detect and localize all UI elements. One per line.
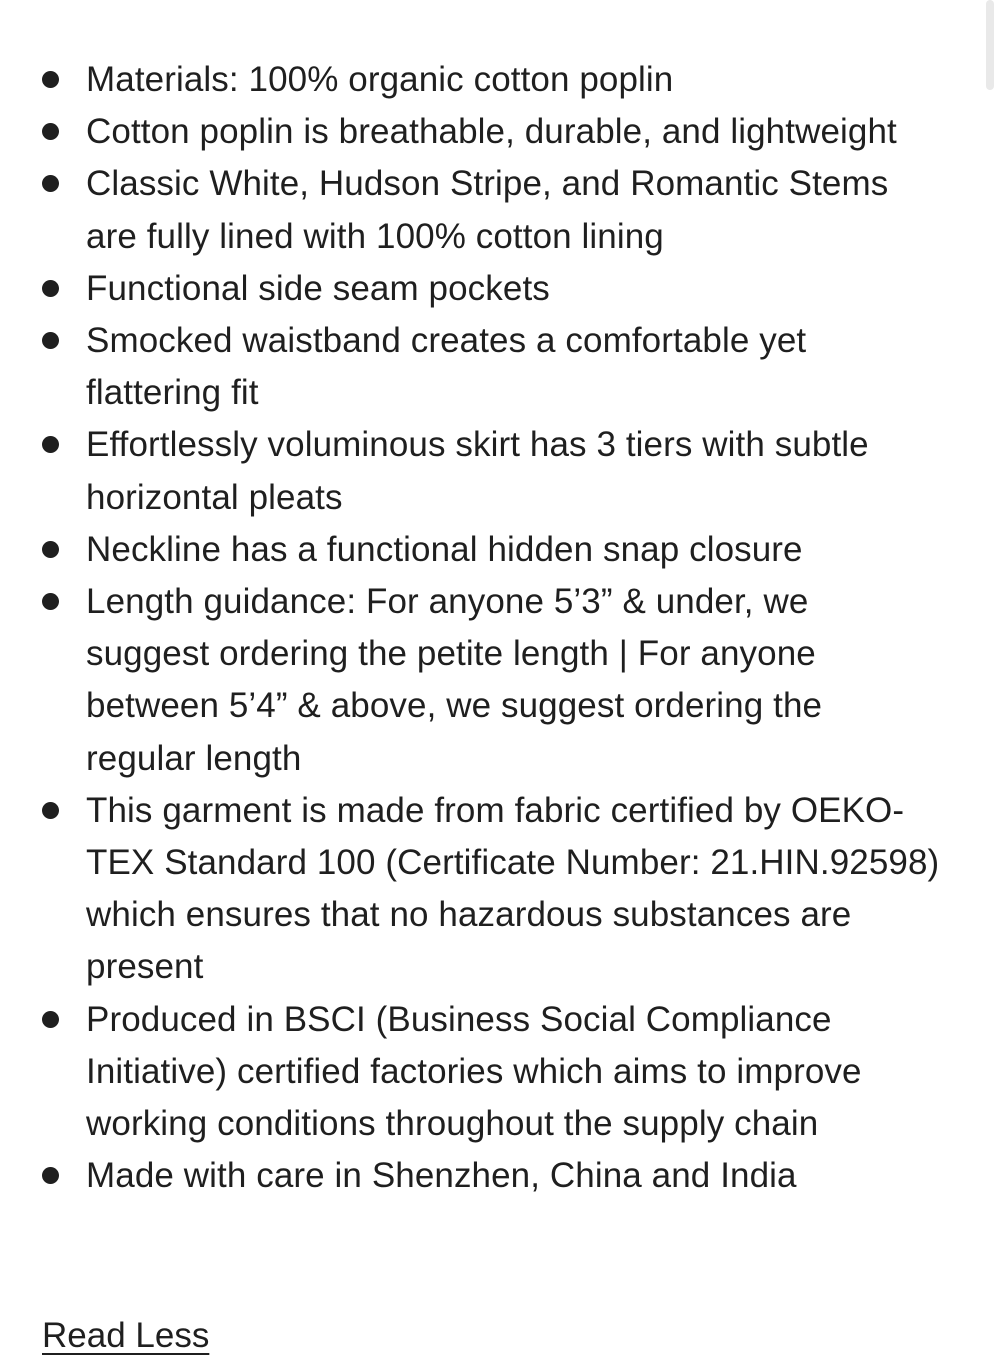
bullet-icon xyxy=(42,71,59,88)
list-item xyxy=(0,1150,960,1202)
bullet-icon xyxy=(42,436,59,453)
scrollbar[interactable] xyxy=(986,0,994,90)
bullet-icon xyxy=(42,332,59,349)
list-item-text: Produced in BSCI (Business Social Compliance Initiative) certified factories which aims to improve working conditions throughout the supply chain xyxy=(86,999,862,1144)
bullet-icon xyxy=(42,175,59,192)
bullet-icon xyxy=(42,1167,59,1184)
bullet-icon xyxy=(42,802,59,819)
list-item-text: Materials: 100% organic cotton poplin xyxy=(86,60,674,99)
list-item-text: Neckline has a functional hidden snap closure xyxy=(86,529,803,569)
list-item xyxy=(0,994,960,1151)
list-item-text: Cotton poplin is breathable, durable, and lightweight xyxy=(86,112,897,152)
bullet-icon xyxy=(42,123,59,140)
list-item xyxy=(0,315,960,419)
bullet-icon xyxy=(42,1011,59,1028)
list-item-text: Classic White, Hudson Stripe, and Romantic Stems are fully lined with 100% cotton lining xyxy=(86,164,889,256)
list-item-text: Length guidance: For anyone 5’3” & under, we suggest ordering the petite length | For anyone between 5’4” & above, we suggest ordering the regular length xyxy=(86,582,823,778)
list-item-text: This garment is made from fabric certified by OEKO-TEX Standard 100 (Certificate Number: 21.HIN.92598) which ensures that no hazardous substances are present xyxy=(86,790,940,987)
bullet-icon xyxy=(42,280,59,297)
read-less-link[interactable]: Read Less xyxy=(42,1316,210,1355)
list-item-text: Effortlessly voluminous skirt has 3 tiers with subtle horizontal pleats xyxy=(86,425,869,517)
list-item xyxy=(0,106,960,158)
list-item xyxy=(0,576,960,785)
product-details-list xyxy=(0,54,960,1202)
list-item-text: Smocked waistband creates a comfortable yet flattering fit xyxy=(86,321,807,413)
list-item-text: Made with care in Shenzhen, China and India xyxy=(86,1156,797,1196)
bullet-icon xyxy=(42,541,59,558)
list-item xyxy=(0,785,960,994)
list-item xyxy=(0,263,960,315)
list-item-text: Functional side seam pockets xyxy=(86,268,550,308)
list-item xyxy=(0,524,960,576)
list-item xyxy=(0,419,960,523)
list-item xyxy=(0,54,960,106)
bullet-icon xyxy=(42,593,59,610)
list-item xyxy=(0,158,960,262)
